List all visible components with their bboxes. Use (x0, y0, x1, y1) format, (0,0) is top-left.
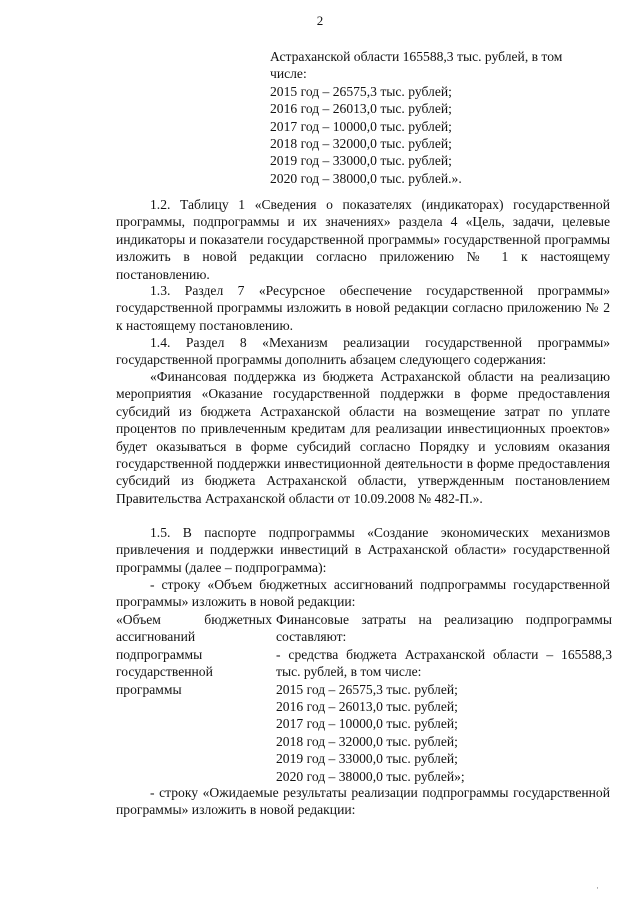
paragraph-quote: «Финансовая поддержка из бюджета Астраханской области на реализацию мероприятия «Оказание государственной поддержки в форме предоставления субсидий из бюджета Астраханской области на возмещение затрат по уплате процентов по привлеченным кредитам для реализации инвестиционных проектов» будет оказываться в форме субсидий согласно Порядку и условиям оказания государственной поддержки инвестиционной деятельности в форме предоставления субсидий из бюджета Астраханской области, утвержденным постановлением Правительства Астраханской области от 10.09.2008 № 482-П.». (116, 369, 610, 506)
paragraph-1-5: 1.5. В паспорте подпрограммы «Создание экономических механизмов привлечения и поддержки инвестиций в Астраханской области» государственной программы (далее – подпрограмма): (116, 525, 610, 575)
year-line: 2015 год – 26575,3 тыс. рублей; (270, 83, 452, 99)
paragraph-1-2: 1.2. Таблицу 1 «Сведения о показателях (индикаторах) государственной программы, подпрограммы и их значениях» раздела 4 «Цель, задачи, целевые индикаторы и показатели государственной программы» государственной программы изложить в новой редакции согласно приложению № 1 к настоящему постановлению. (116, 197, 610, 282)
year-line: 2020 год – 38000,0 тыс. рублей»; (276, 768, 465, 784)
paragraph-1-4: 1.4. Раздел 8 «Механизм реализации государственной программы» государственной программы дополнить абзацем следующего содержания: (116, 335, 610, 368)
paragraph-1-3: 1.3. Раздел 7 «Ресурсное обеспечение государственной программы» государственной программы изложить в новой редакции согласно приложению № 2 к настоящему постановлению. (116, 283, 610, 333)
year-line: 2017 год – 10000,0 тыс. рублей; (270, 118, 452, 134)
year-line: 2016 год – 26013,0 тыс. рублей; (276, 699, 458, 715)
text-line: Астраханской области 165588,3 тыс. рублей, в том (270, 49, 563, 64)
year-line: 2018 год – 32000,0 тыс. рублей; (270, 136, 452, 152)
text-line: числе: (270, 66, 307, 82)
table-cell-label: «Объем бюджетных ассигнований подпрограммы государственной программы (116, 612, 272, 697)
table-cell-value (276, 611, 612, 785)
year-line: 2016 год – 26013,0 тыс. рублей; (270, 101, 452, 117)
paragraph-row-instruction-2: - строку «Ожидаемые результаты реализации подпрограммы государственной программы» изложить в новой редакции: (116, 785, 610, 818)
year-line: 2017 год – 10000,0 тыс. рублей; (276, 716, 458, 732)
text-line: - средства бюджета Астраханской области – 165588,3 тыс. рублей, в том числе: (276, 646, 612, 680)
paragraph-row-instruction: - строку «Объем бюджетных ассигнований подпрограммы государственной программы» изложить в новой редакции: (116, 577, 610, 610)
year-line: 2019 год – 33000,0 тыс. рублей; (276, 751, 458, 767)
page-number: 2 (316, 13, 324, 28)
text-line: Финансовые затраты на реализацию подпрограммы составляют: (276, 612, 612, 645)
top-funding-block (270, 48, 610, 187)
year-line: 2018 год – 32000,0 тыс. рублей; (276, 733, 458, 749)
year-line: 2019 год – 33000,0 тыс. рублей; (270, 153, 452, 169)
year-line: 2015 год – 26575,3 тыс. рублей; (276, 681, 458, 697)
year-line: 2020 год – 38000,0 тыс. рублей.». (270, 170, 462, 186)
scan-mark: · (596, 883, 599, 893)
